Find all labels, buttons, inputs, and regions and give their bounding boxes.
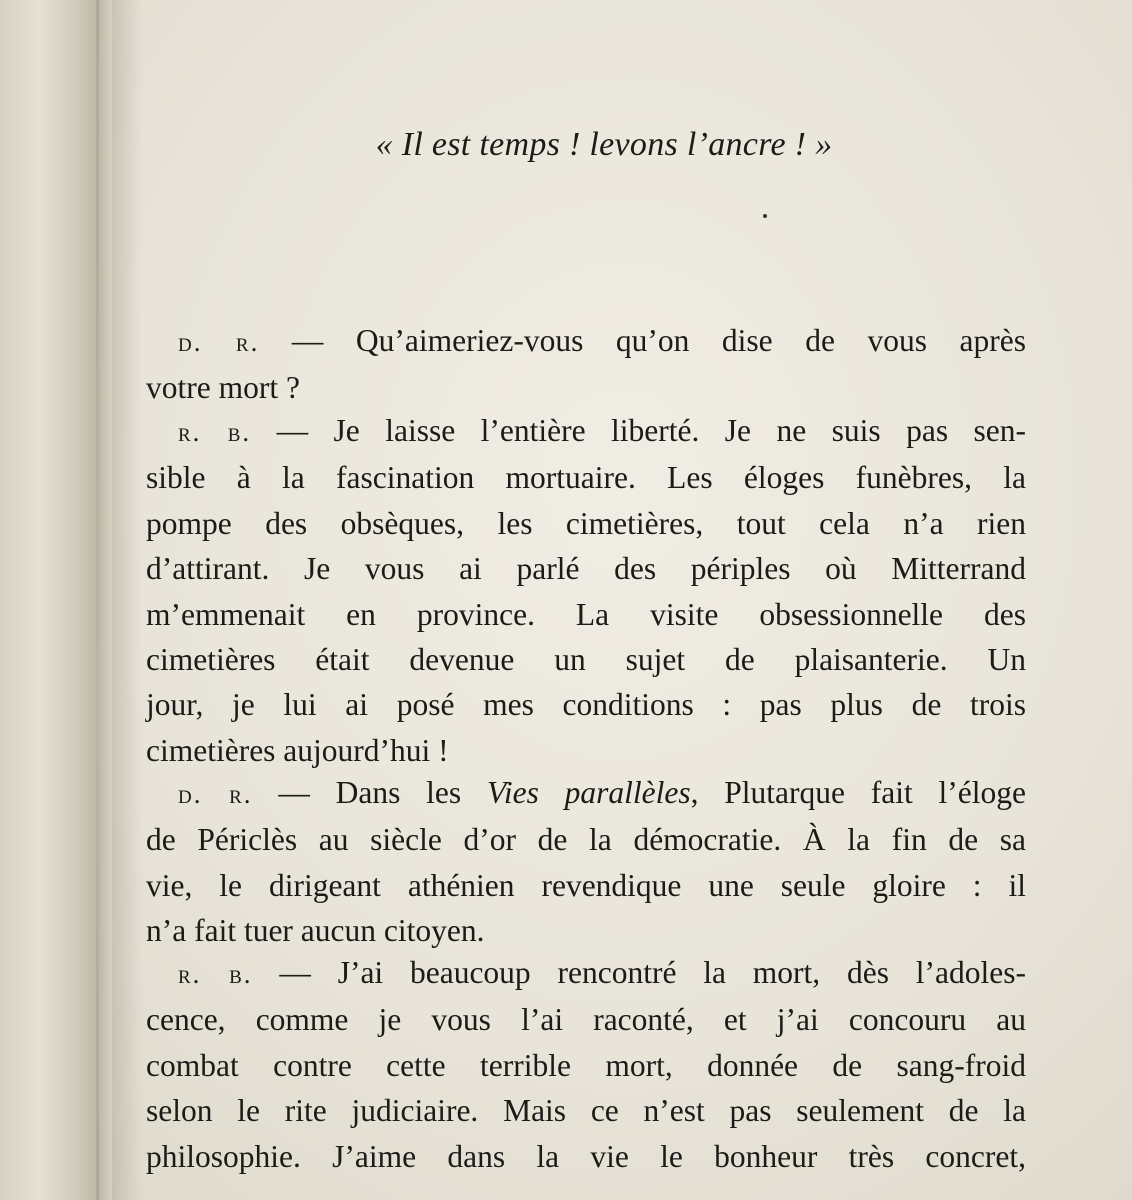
paragraph-line: pompe des obsèques, les cimetières, tout cela n’a rien [146,505,1026,541]
paragraph-line: cimetières était devenue un sujet de plaisanterie. Un [146,642,1026,678]
speaker-label: d. r. [178,779,253,809]
paragraph-line: n’a fait tuer aucun citoyen. [146,913,485,949]
paragraph-line: philosophie. J’aime dans la vie le bonheur très concret, [146,1138,1026,1174]
section-heading: « Il est temps ! levons l’ancre ! » [375,126,833,163]
paragraph-line: d’attirant. Je vous ai parlé des périples où Mitterrand [146,551,1026,587]
paragraph-1 [146,318,1026,411]
paragraph-line: jour, je lui ai posé mes conditions : pas plus de trois [146,687,1026,723]
speaker-label: r. b. [178,959,253,989]
paragraph-line: cence, comme je vous l’ai raconté, et j’ai concouru au [146,1002,1026,1038]
paragraph-line: de Périclès au siècle d’or de la démocratie. À la fin de sa [146,822,1026,858]
ink-speck [763,214,767,218]
paragraph-line: votre mort ? [146,370,300,406]
gutter-shadow [112,0,142,1200]
paragraph-line: d. r. — Dans les Vies parallèles, Plutarque fait l’éloge [178,775,1027,810]
paragraph-line: combat contre cette terrible mort, donnée de sang-froid [146,1047,1026,1083]
paragraph-3 [146,770,1026,954]
paragraph-line: r. b. — Je laisse l’entière liberté. Je ne suis pas sen- [178,413,1026,448]
book-title: Vies parallèles [486,775,691,810]
speaker-label: d. r. [178,327,260,357]
paragraph-line: vie, le dirigeant athénien revendique une seule gloire : il [146,867,1026,903]
paragraph-2 [146,408,1026,773]
paragraph-line: selon le rite judiciaire. Mais ce n’est pas seulement de la [146,1093,1026,1129]
paragraph-line: sible à la fascination mortuaire. Les éloges funèbres, la [146,460,1026,496]
binding-edge [96,0,99,1200]
paragraph-line: d. r. — Qu’aimeriez-vous qu’on dise de vous après [178,323,1026,358]
speaker-label: r. b. [178,417,252,447]
paragraph-line: cimetières aujourd’hui ! [146,732,449,768]
paragraph-4 [146,950,1026,1179]
paragraph-line: m’emmenait en province. La visite obsessionnelle des [146,596,1026,632]
paragraph-line: r. b. — J’ai beaucoup rencontré la mort, dès l’adoles- [178,955,1026,990]
